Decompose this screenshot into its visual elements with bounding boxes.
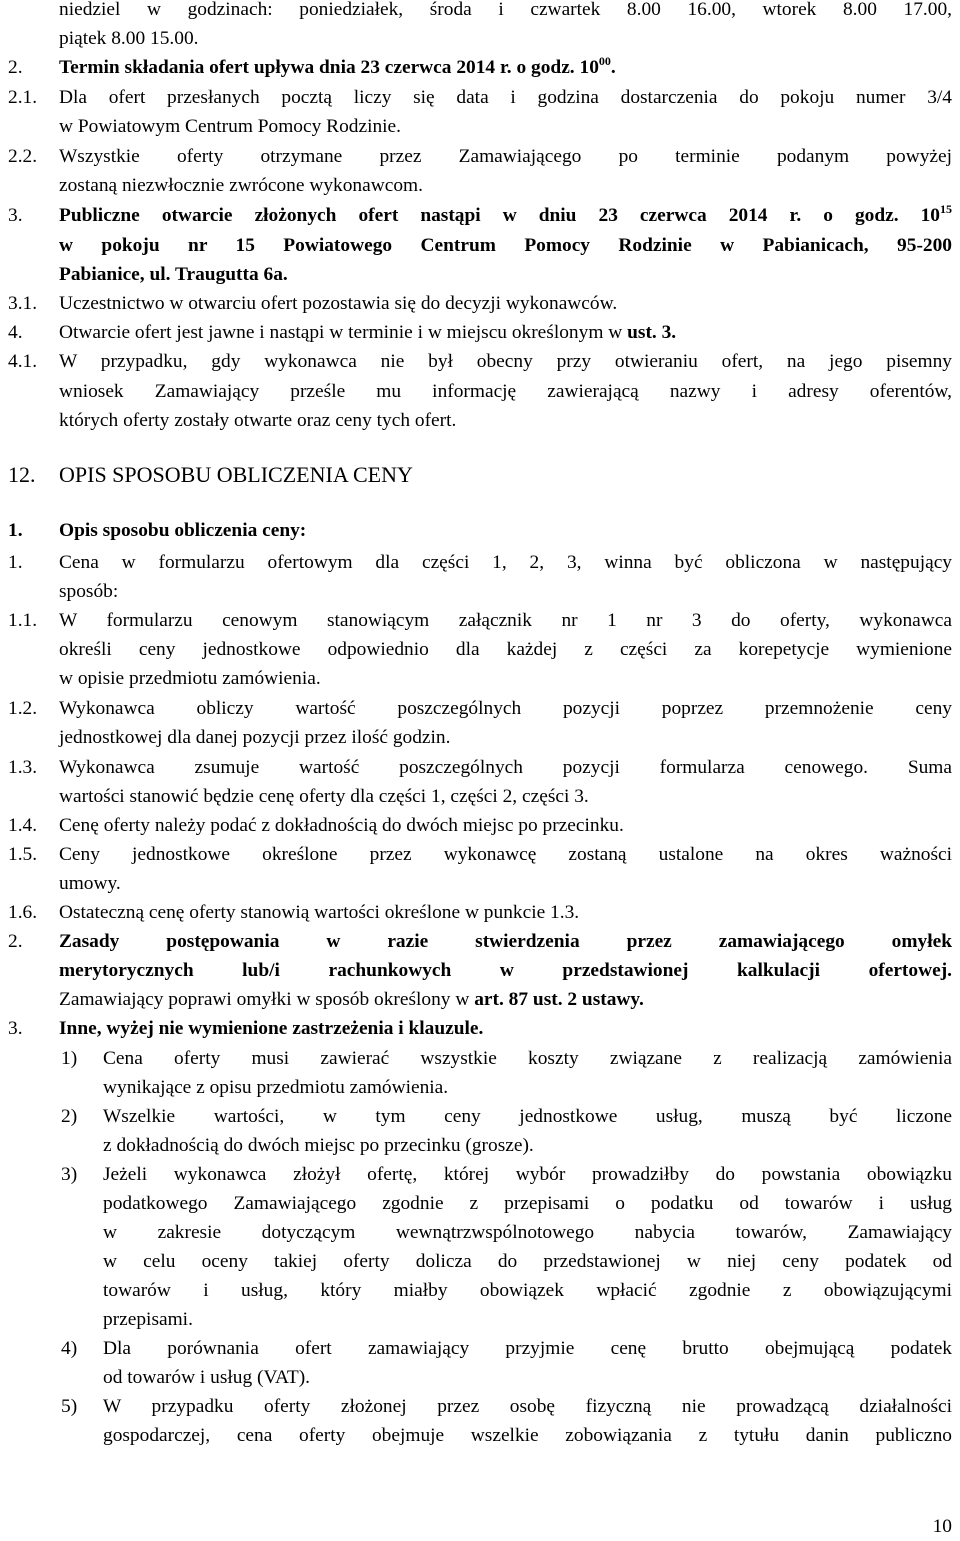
list-item-4 <box>0 1334 960 1363</box>
paragraph-text: wynikające z opisu przedmiotu zamówienia. <box>103 1077 449 1098</box>
section-2-termin <box>0 53 960 82</box>
list-number: 1) <box>61 1048 78 1069</box>
item-number: 2. <box>8 931 23 952</box>
item-number: 2. <box>8 57 23 78</box>
paragraph-text: od towarów i usług (VAT). <box>103 1367 310 1388</box>
item-2-1 <box>0 83 960 112</box>
item-4 <box>0 318 960 347</box>
text-line <box>0 24 960 53</box>
paragraph-text: Zasady postępowania w razie stwierdzenia przez zamawiającego omyłek <box>59 931 952 952</box>
text-line <box>0 985 960 1014</box>
item-1-6 <box>0 898 960 927</box>
item-1-4 <box>0 811 960 840</box>
paragraph-text: Otwarcie ofert jest jawne i nastąpi w terminie i w miejscu określonym w ust. 3. <box>59 322 677 343</box>
paragraph-text: piątek 8.00 15.00. <box>59 28 199 49</box>
paragraph-text: W przypadku, gdy wykonawca nie był obecny przy otwieraniu ofert, na jego pisemny <box>59 351 952 372</box>
section-heading-12 <box>0 460 960 489</box>
paragraph-text: Cenę oferty należy podać z dokładnością do dwóch miejsc po przecinku. <box>59 815 624 836</box>
text-line <box>0 1421 960 1450</box>
section-3-otwarcie <box>0 201 960 230</box>
item-1-5 <box>0 840 960 869</box>
paragraph-text: Dla ofert przesłanych pocztą liczy się data i godzina dostarczenia do pokoju numer 3/4 <box>59 87 952 108</box>
text-line <box>0 171 960 200</box>
paragraph-text: niedziel w godzinach: poniedziałek, środa i czwartek 8.00 16.00, wtorek 8.00 17.00, <box>59 0 952 20</box>
paragraph-text: określi ceny jednostkowe odpowiednio dla każdej z części za korepetycje wymienione <box>59 639 952 660</box>
paragraph-text: Publiczne otwarcie złożonych ofert nastąpi w dniu 23 czerwca 2014 r. o godz. $10^{15}$ <box>59 202 952 226</box>
text-line <box>0 377 960 406</box>
paragraph-text: w opisie przedmiotu zamówienia. <box>59 668 321 689</box>
paragraph-text: Wszelkie wartości, w tym ceny jednostkowe usług, muszą być liczone <box>103 1106 952 1127</box>
list-item-5 <box>0 1392 960 1421</box>
text-line <box>0 1276 960 1305</box>
paragraph-text: Wykonawca obliczy wartość poszczególnych pozycji poprzez przemnożenie ceny <box>59 698 952 719</box>
paragraph-text: zostaną niezwłocznie zwrócone wykonawcom. <box>59 175 423 196</box>
paragraph-text: w zakresie dotyczącym wewnątrzwspólnotowego nabycia towarów, Zamawiający <box>103 1222 952 1243</box>
paragraph-text: towarów i usług, który miałby obowiązek wpłacić zgodnie z obowiązującymi <box>103 1280 952 1301</box>
item-number: 4. <box>8 322 23 343</box>
list-item-2 <box>0 1102 960 1131</box>
paragraph-text: wartości stanowić będzie cenę oferty dla części 1, części 2, części 3. <box>59 786 589 807</box>
paragraph-text: Termin składania ofert upływa dnia 23 czerwca 2014 r. o godz. $10^{00}$. <box>59 54 616 78</box>
subheading-text: Opis sposobu obliczenia ceny: <box>59 520 307 541</box>
list-number: 2) <box>61 1106 78 1127</box>
item-number: 2.1. <box>8 87 38 108</box>
text-line <box>0 406 960 435</box>
text-line <box>0 577 960 606</box>
item-1 <box>0 548 960 577</box>
item-number: 3. <box>8 205 23 226</box>
item-2-2 <box>0 142 960 171</box>
text-line <box>0 1131 960 1160</box>
text-line <box>0 956 960 985</box>
item-number: 1.1. <box>8 610 38 631</box>
text-line <box>0 1218 960 1247</box>
item-1-2 <box>0 694 960 723</box>
paragraph-text: przepisami. <box>103 1309 193 1330</box>
paragraph-text: Inne, wyżej nie wymienione zastrzeżenia i klauzule. <box>59 1018 484 1039</box>
item-number: 1. <box>8 552 23 573</box>
text-line <box>0 112 960 141</box>
paragraph-text: umowy. <box>59 873 121 894</box>
paragraph-text: Cena oferty musi zawierać wszystkie koszty związane z realizacją zamówienia <box>103 1048 952 1069</box>
paragraph-text: Ceny jednostkowe określone przez wykonawcę zostaną ustalone na okres ważności <box>59 844 952 865</box>
text-line <box>0 664 960 693</box>
item-number: 4.1. <box>8 351 38 372</box>
text-line <box>0 1363 960 1392</box>
item-3-1 <box>0 289 960 318</box>
paragraph-text: wniosek Zamawiający prześle mu informację zawierającą nazwy i adresy oferentów, <box>59 381 952 402</box>
text-line <box>0 1305 960 1334</box>
paragraph-text: Dla porównania ofert zamawiający przyjmie cenę brutto obejmującą podatek <box>103 1338 952 1359</box>
text-line <box>0 0 960 24</box>
text-line <box>0 231 960 260</box>
paragraph-text: Cena w formularzu ofertowym dla części 1, 2, 3, winna być obliczona w następujący <box>59 552 952 573</box>
list-number: 3) <box>61 1164 78 1185</box>
paragraph-text: z dokładnością do dwóch miejsc po przecinku (grosze). <box>103 1135 534 1156</box>
item-number: 1.3. <box>8 757 38 778</box>
item-number: 1. <box>8 520 23 541</box>
text-line <box>0 1247 960 1276</box>
heading-number: 12. <box>8 462 36 487</box>
paragraph-text: których oferty zostały otwarte oraz ceny tych ofert. <box>59 410 457 431</box>
item-4-1 <box>0 347 960 376</box>
list-number: 4) <box>61 1338 78 1359</box>
list-number: 5) <box>61 1396 78 1417</box>
paragraph-text: merytorycznych lub/i rachunkowych w przedstawionej kalkulacji ofertowej. <box>59 960 952 981</box>
paragraph-text: jednostkowej dla danej pozycji przez ilość godzin. <box>59 727 451 748</box>
paragraph-text: Ostateczną cenę oferty stanowią wartości określone w punkcie 1.3. <box>59 902 580 923</box>
paragraph-text: W formularzu cenowym stanowiącym załącznik nr 1 nr 3 do oferty, wykonawca <box>59 610 952 631</box>
paragraph-text: sposób: <box>59 581 119 602</box>
page-number: 10 <box>932 1516 952 1537</box>
item-1-1 <box>0 606 960 635</box>
list-item-3 <box>0 1160 960 1189</box>
heading-text: OPIS SPOSOBU OBLICZENIA CENY <box>59 462 413 487</box>
subheading <box>0 516 960 545</box>
item-1-3 <box>0 753 960 782</box>
item-number: 1.2. <box>8 698 38 719</box>
paragraph-text: Wszystkie oferty otrzymane przez Zamawiającego po terminie podanym powyżej <box>59 146 952 167</box>
paragraph-text: Jeżeli wykonawca złożył ofertę, której wybór prowadziłby do powstania obowiązku <box>103 1164 952 1185</box>
text-line <box>0 782 960 811</box>
text-line <box>0 1189 960 1218</box>
item-number: 1.4. <box>8 815 38 836</box>
text-line <box>0 723 960 752</box>
list-item-1 <box>0 1044 960 1073</box>
text-line <box>0 260 960 289</box>
paragraph-text: Zamawiający poprawi omyłki w sposób określony w art. 87 ust. 2 ustawy. <box>59 989 644 1010</box>
paragraph-text: Wykonawca zsumuje wartość poszczególnych pozycji formularza cenowego. Suma <box>59 757 952 778</box>
item-3-inne <box>0 1014 960 1043</box>
text-line <box>0 869 960 898</box>
item-number: 1.6. <box>8 902 38 923</box>
item-2-zasady <box>0 927 960 956</box>
paragraph-text: w Powiatowym Centrum Pomocy Rodzinie. <box>59 116 402 137</box>
item-number: 1.5. <box>8 844 38 865</box>
paragraph-text: Uczestnictwo w otwarciu ofert pozostawia się do decyzji wykonawców. <box>59 293 618 314</box>
text-line <box>0 635 960 664</box>
paragraph-text: W przypadku oferty złożonej przez osobę fizyczną nie prowadzącą działalności <box>103 1396 952 1417</box>
text-line <box>0 1073 960 1102</box>
paragraph-text: w celu oceny takiej oferty dolicza do przedstawionej w niej ceny podatek od <box>103 1251 952 1272</box>
item-number: 3.1. <box>8 293 38 314</box>
paragraph-text: w pokoju nr 15 Powiatowego Centrum Pomocy Rodzinie w Pabianicach, 95-200 <box>59 235 952 256</box>
paragraph-text: podatkowego Zamawiającego zgodnie z przepisami o podatku od towarów i usług <box>103 1193 952 1214</box>
paragraph-text: Pabianice, ul. Traugutta 6a. <box>59 264 288 285</box>
paragraph-text: gospodarczej, cena oferty obejmuje wszelkie zobowiązania z tytułu danin publiczno <box>103 1425 952 1446</box>
item-number: 3. <box>8 1018 23 1039</box>
item-number: 2.2. <box>8 146 38 167</box>
